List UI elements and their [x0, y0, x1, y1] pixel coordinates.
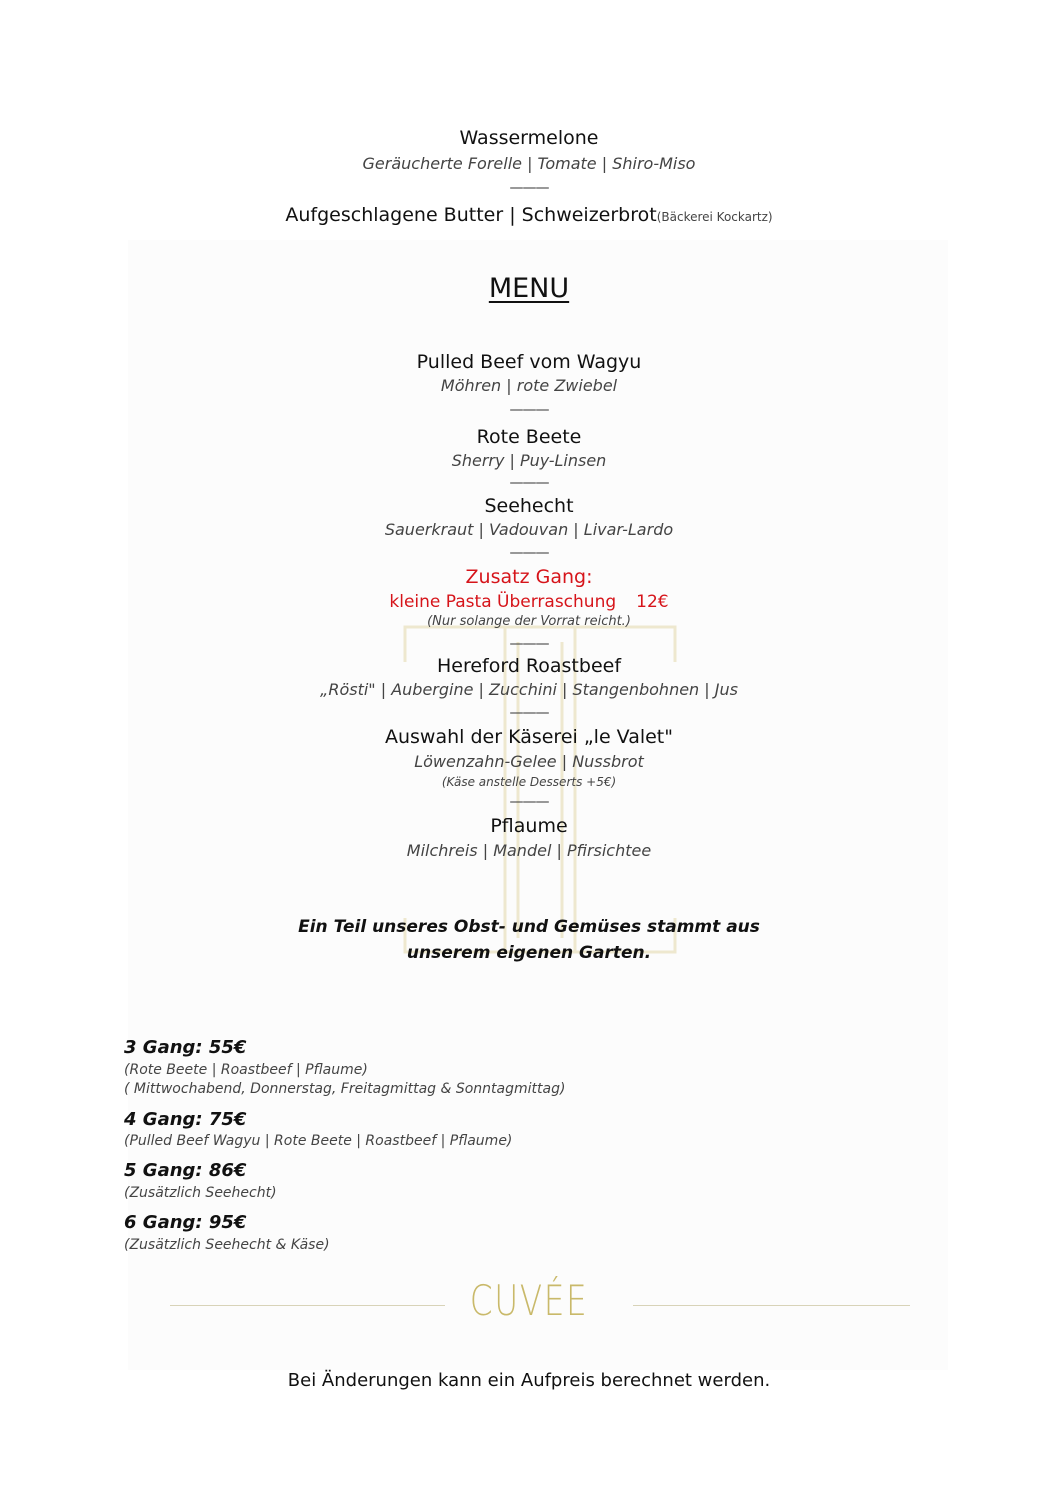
menu-title: MENU — [488, 273, 570, 304]
course-name: Seehecht — [484, 495, 574, 517]
separator: ——— — [509, 475, 549, 491]
price-label: 4 Gang: 75€ — [124, 1109, 247, 1130]
price-label: 5 Gang: 86€ — [124, 1160, 247, 1181]
course-description: Möhren | rote Zwiebel — [440, 376, 618, 395]
bread-title: Aufgeschlagene Butter | Schweizerbrot — [285, 204, 657, 226]
course-name: Auswahl der Käserei „le Valet" — [384, 726, 673, 748]
separator: ——— — [509, 794, 549, 810]
course-description: Milchreis | Mandel | Pfirsichtee — [406, 841, 652, 860]
course-note: (Käse anstelle Desserts +5€) — [441, 775, 617, 789]
price-detail: ( Mittwochabend, Donnerstag, Freitagmittag & Sonntagmittag) — [124, 1081, 566, 1097]
price-detail: (Pulled Beef Wagyu | Rote Beete | Roastbeef | Pflaume) — [124, 1133, 513, 1149]
separator: ——— — [509, 545, 549, 561]
separator: ——— — [509, 402, 549, 418]
logo-cuvee: CUVÉE — [469, 1276, 589, 1325]
course-description: Sauerkraut | Vadouvan | Livar-Lardo — [384, 520, 674, 539]
price-detail: (Zusätzlich Seehecht & Käse) — [124, 1237, 330, 1253]
price-detail: (Rote Beete | Roastbeef | Pflaume) — [124, 1062, 368, 1078]
price-label: 3 Gang: 55€ — [124, 1037, 247, 1058]
extra-course-item: kleine Pasta Überraschung — [389, 592, 617, 612]
amuse-description: Geräucherte Forelle | Tomate | Shiro-Miso — [362, 154, 696, 173]
garden-note-line-1: Ein Teil unseres Obst- und Gemüses stammt aus — [298, 917, 760, 937]
footer-note: Bei Änderungen kann ein Aufpreis berechnet werden. — [287, 1370, 771, 1391]
separator: ——— — [509, 180, 549, 196]
extra-course-title: Zusatz Gang: — [465, 566, 593, 588]
course-name: Pflaume — [490, 815, 568, 837]
course-name: Rote Beete — [476, 426, 582, 448]
extra-course-line — [0, 592, 1058, 612]
extra-course-price: 12€ — [636, 592, 669, 612]
course-name: Hereford Roastbeef — [436, 655, 622, 677]
price-label: 6 Gang: 95€ — [124, 1212, 247, 1233]
course-description: „Rösti" | Aubergine | Zucchini | Stangenbohnen | Jus — [320, 680, 738, 699]
course-description: Sherry | Puy-Linsen — [451, 451, 607, 470]
bread-line — [0, 204, 1058, 226]
course-name: Pulled Beef vom Wagyu — [416, 351, 642, 373]
separator: ——— — [509, 705, 549, 721]
bread-supplier: (Bäckerei Kockartz) — [656, 210, 773, 224]
course-description: Löwenzahn-Gelee | Nussbrot — [414, 752, 644, 771]
separator: ——— — [509, 636, 549, 652]
extra-course-note: (Nur solange der Vorrat reicht.) — [427, 614, 631, 629]
amuse-title: Wassermelone — [459, 127, 599, 149]
price-detail: (Zusätzlich Seehecht) — [124, 1185, 277, 1201]
garden-note-line-2: unserem eigenen Garten. — [406, 943, 652, 963]
